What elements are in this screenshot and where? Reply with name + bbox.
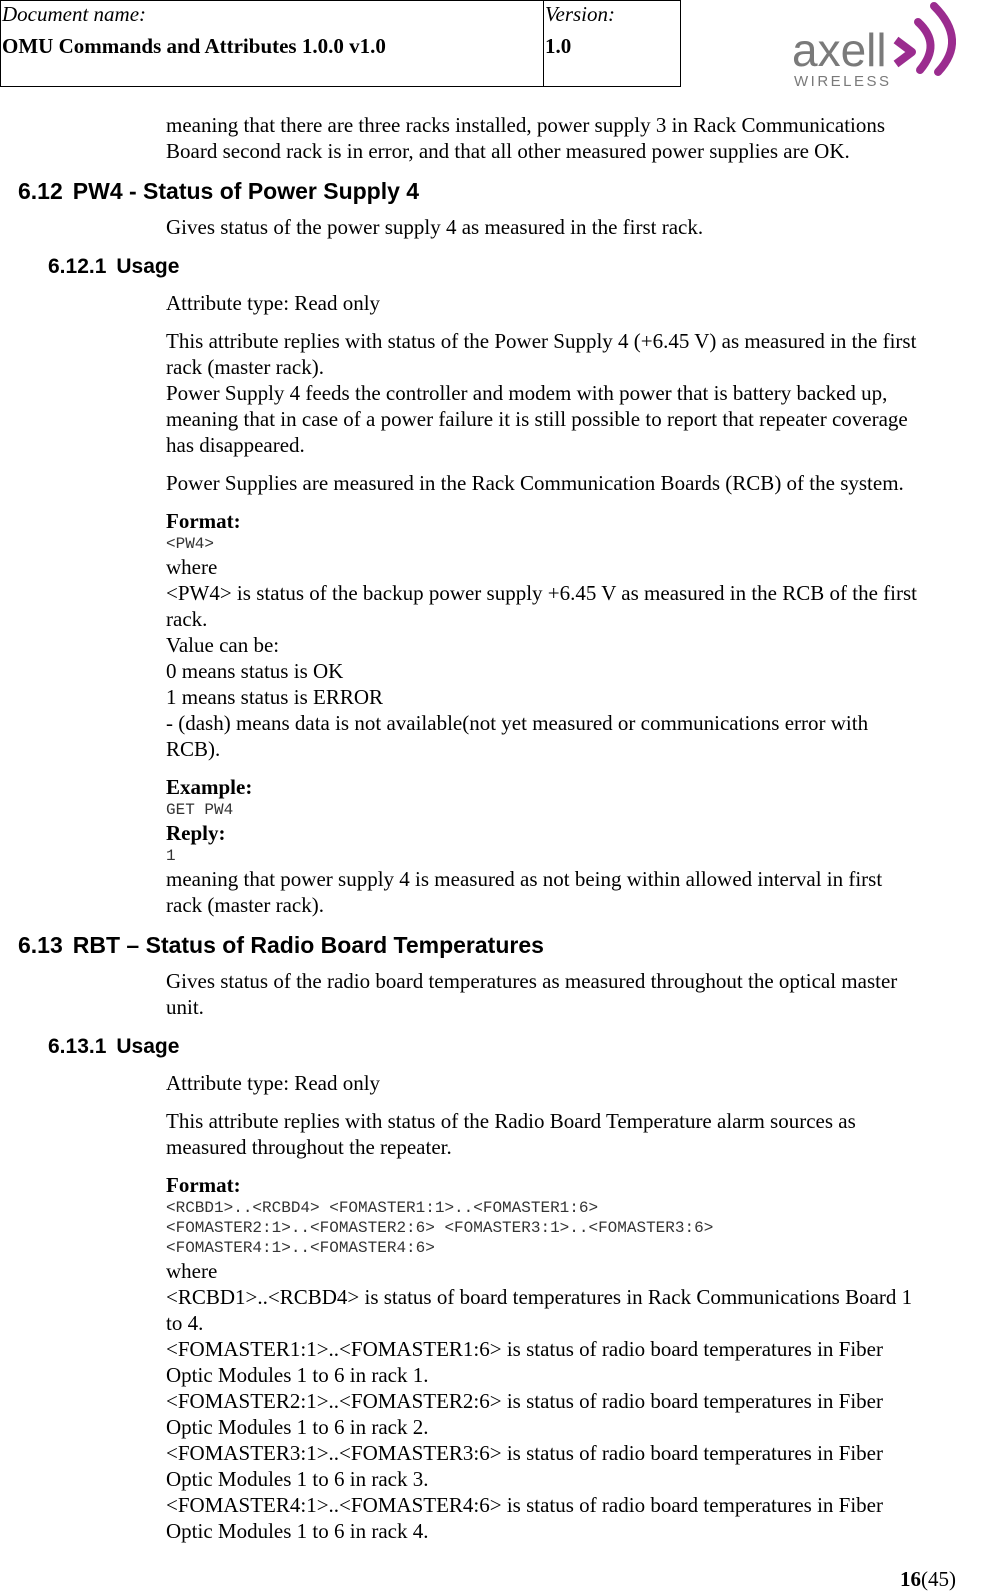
version-value: 1.0	[545, 34, 572, 58]
text-line: Gives status of the power supply 4 as measured in the first rack.	[166, 215, 704, 239]
text-line: Attribute type: Read only	[166, 1071, 381, 1095]
text-line: measured throughout the repeater.	[166, 1135, 452, 1159]
where-label: where	[166, 555, 218, 579]
section-heading-6-13	[0, 930, 990, 960]
text-line: meaning that power supply 4 is measured as not being within allowed interval in first	[166, 867, 883, 891]
example-block	[166, 774, 990, 918]
example-label: Example:	[166, 775, 253, 799]
text-line: rack (master rack).	[166, 355, 324, 379]
version-cell	[544, 1, 681, 87]
axell-wireless-logo	[792, 0, 972, 92]
reply-code: 1	[166, 847, 176, 865]
text-line: Optic Modules 1 to 6 in rack 4.	[166, 1519, 429, 1543]
attribute-type	[166, 290, 990, 316]
text-line: meaning that in case of a power failure it is still possible to report that repeater coverage	[166, 407, 908, 431]
text-line: unit.	[166, 995, 204, 1019]
format-block	[166, 508, 990, 762]
text-line: Board second rack is in error, and that all other measured power supplies are OK.	[166, 139, 850, 163]
logo-arc-2	[934, 6, 952, 72]
version-label: Version:	[545, 2, 615, 26]
text-line: rack.	[166, 607, 208, 631]
format-label: Format:	[166, 509, 241, 533]
text-line: 0 means status is OK	[166, 659, 344, 683]
text-line: rack (master rack).	[166, 893, 324, 917]
text-line: has disappeared.	[166, 433, 305, 457]
section-description	[166, 968, 990, 1020]
format-block	[166, 1172, 990, 1544]
section-description	[166, 214, 990, 240]
where-label: where	[166, 1259, 218, 1283]
text-line: <FOMASTER4:1>..<FOMASTER4:6> is status of radio board temperatures in Fiber	[166, 1493, 883, 1517]
subsection-title: Usage	[116, 255, 180, 278]
text-line: to 4.	[166, 1311, 204, 1335]
section-heading-6-12	[0, 176, 990, 206]
text-line: - (dash) means data is not available(not yet measured or communications error with	[166, 711, 869, 735]
subsection-number: 6.12.1	[48, 255, 107, 278]
subsection-heading-6-13-1	[0, 1032, 990, 1062]
text-line: Attribute type: Read only	[166, 291, 381, 315]
text-line: <FOMASTER3:1>..<FOMASTER3:6> is status of radio board temperatures in Fiber	[166, 1441, 883, 1465]
subsection-title: Usage	[116, 1035, 180, 1058]
logo-subtitle: WIRELESS	[794, 73, 892, 90]
format-code: <PW4>	[166, 535, 215, 553]
text-line: This attribute replies with status of the Power Supply 4 (+6.45 V) as measured in the first	[166, 329, 917, 353]
section-number: 6.12	[18, 178, 63, 204]
text-line: <PW4> is status of the backup power supply +6.45 V as measured in the RCB of the first	[166, 581, 917, 605]
document-name-cell	[1, 1, 544, 87]
section-title: PW4 - Status of Power Supply 4	[72, 178, 420, 204]
document-name-label: Document name:	[2, 2, 147, 26]
intro-paragraph	[166, 112, 990, 164]
text-line: Gives status of the radio board temperatures as measured throughout the optical master	[166, 969, 898, 993]
text-line: <FOMASTER2:1>..<FOMASTER2:6> is status of radio board temperatures in Fiber	[166, 1389, 883, 1413]
current-page: 16	[900, 1567, 921, 1591]
subsection-number: 6.13.1	[48, 1035, 107, 1058]
text-line: 1 means status is ERROR	[166, 685, 384, 709]
total-pages: (45)	[921, 1567, 956, 1591]
reply-label: Reply:	[166, 821, 226, 845]
text-line: Power Supply 4 feeds the controller and modem with power that is battery backed up,	[166, 381, 888, 405]
format-label: Format:	[166, 1173, 241, 1197]
text-line: meaning that there are three racks installed, power supply 3 in Rack Communications	[166, 113, 886, 137]
description-paragraph	[166, 1108, 990, 1160]
section-number: 6.13	[18, 932, 63, 958]
document-header	[0, 0, 681, 87]
text-line: Optic Modules 1 to 6 in rack 3.	[166, 1467, 429, 1491]
subsection-heading-6-12-1	[0, 252, 990, 282]
text-line: <FOMASTER1:1>..<FOMASTER1:6> is status of radio board temperatures in Fiber	[166, 1337, 883, 1361]
text-line: Optic Modules 1 to 6 in rack 2.	[166, 1415, 429, 1439]
page-number	[900, 1566, 956, 1592]
format-code-line: <RCBD1>..<RCBD4> <FOMASTER1:1>..<FOMASTER1:6>	[166, 1199, 599, 1217]
text-line: <RCBD1>..<RCBD4> is status of board temperatures in Rack Communications Board 1	[166, 1285, 913, 1309]
section-title: RBT – Status of Radio Board Temperatures	[72, 932, 544, 958]
format-code-line: <FOMASTER4:1>..<FOMASTER4:6>	[166, 1239, 435, 1257]
text-line: RCB).	[166, 737, 221, 761]
document-name-value: OMU Commands and Attributes 1.0.0 v1.0	[2, 34, 386, 58]
logo-arc-1	[918, 22, 931, 70]
text-line: Value can be:	[166, 633, 280, 657]
logo-wordmark: axell	[792, 24, 887, 76]
text-line: Power Supplies are measured in the Rack Communication Boards (RCB) of the system.	[166, 471, 904, 495]
logo-chevron-1	[896, 40, 912, 64]
format-code-line: <FOMASTER2:1>..<FOMASTER2:6> <FOMASTER3:1>..<FOMASTER3:6>	[166, 1219, 714, 1237]
example-code: GET PW4	[166, 801, 234, 819]
text-line: This attribute replies with status of the Radio Board Temperature alarm sources as	[166, 1109, 856, 1133]
document-body	[0, 112, 990, 1544]
measurement-paragraph	[166, 470, 990, 496]
description-paragraph	[166, 328, 990, 458]
text-line: Optic Modules 1 to 6 in rack 1.	[166, 1363, 429, 1387]
attribute-type	[166, 1070, 990, 1096]
